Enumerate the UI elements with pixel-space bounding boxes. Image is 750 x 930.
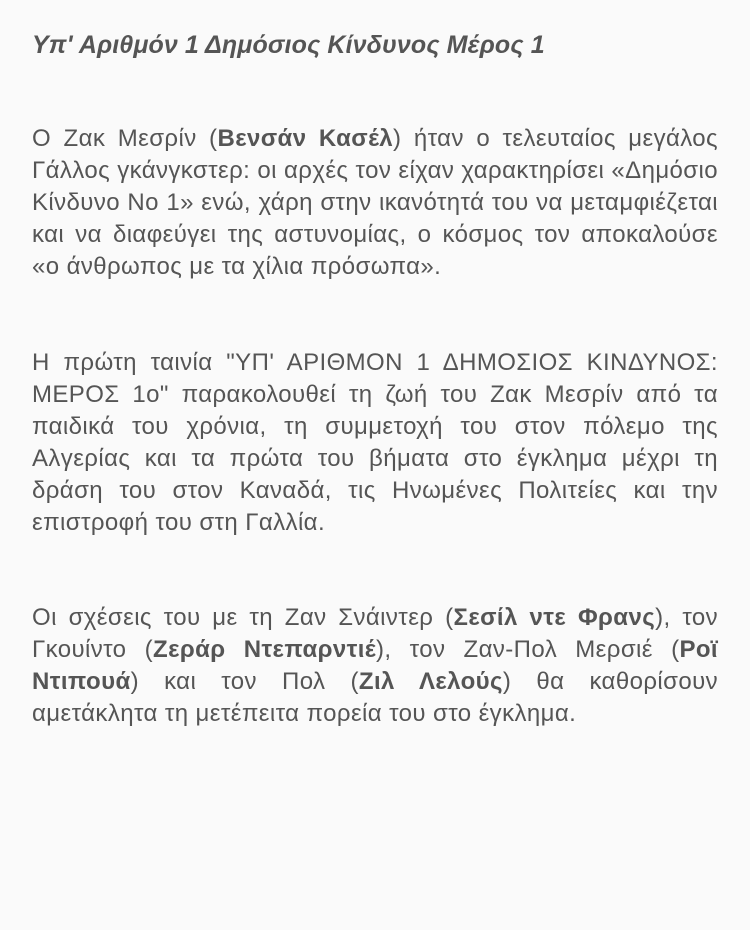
actor-name: Βενσάν Κασέλ bbox=[217, 125, 394, 152]
text-segment: Η πρώτη ταινία "ΥΠ' ΑΡΙΘΜΟΝ 1 ΔΗΜΟΣΙΟΣ ΚΙΝΔΥΝΟΣ: ΜΕΡΟΣ 1ο" παρακολουθεί τη ζωή του Ζακ Μεσρίν από τα παιδικά του χρόνια, τη συμμετοχή του στον πόλεμο της Αλγερίας και τα πρώτα του βήματα στο έγκλημα μέχρι τη δράση του στον Καναδά, τις Ηνωμένες Πολιτείες και την επιστροφή του στη Γαλλία. bbox=[32, 349, 718, 536]
text-segment: ) ήταν ο τελευταίος μεγάλος Γάλλος γκάνγκστερ: οι αρχές τον είχαν χαρακτηρίσει «Δημόσιο Κίνδυνο Νο 1» ενώ, χάρη στην ικανότητά του να μεταμφιέζεται και να διαφεύγει της αστυνομίας, ο κόσμος τον αποκαλούσε «ο άνθρωπος με τα χίλια πρόσωπα». bbox=[32, 125, 718, 280]
text-segment: ) και τον Πολ ( bbox=[130, 668, 359, 695]
text-segment: Ο Ζακ Μεσρίν ( bbox=[32, 125, 218, 152]
article-title: Υπ' Αριθμόν 1 Δημόσιος Κίνδυνος Μέρος 1 bbox=[32, 31, 545, 59]
text-segment: Οι σχέσεις του με τη Ζαν Σνάιντερ ( bbox=[32, 604, 454, 631]
actor-name: Ζεράρ Ντεπαρντιέ bbox=[153, 636, 377, 663]
actor-name: Ροϊ Ντιπουά bbox=[32, 636, 719, 695]
text-segment: ), τον Γκουίντο ( bbox=[32, 604, 719, 663]
text-segment: ) θα καθορίσουν αμετάκλητα τη μετέπειτα πορεία του στο έγκλημα. bbox=[32, 668, 718, 727]
paragraph-relationships bbox=[32, 602, 718, 730]
paragraph-plot-intro bbox=[32, 123, 718, 283]
actor-name: Ζιλ Λελούς bbox=[358, 668, 503, 695]
text-segment: ), τον Ζαν-Πολ Μερσιέ ( bbox=[376, 636, 680, 663]
actor-name: Σεσίλ ντε Φρανς bbox=[453, 604, 656, 631]
paragraph-first-film bbox=[32, 347, 718, 539]
